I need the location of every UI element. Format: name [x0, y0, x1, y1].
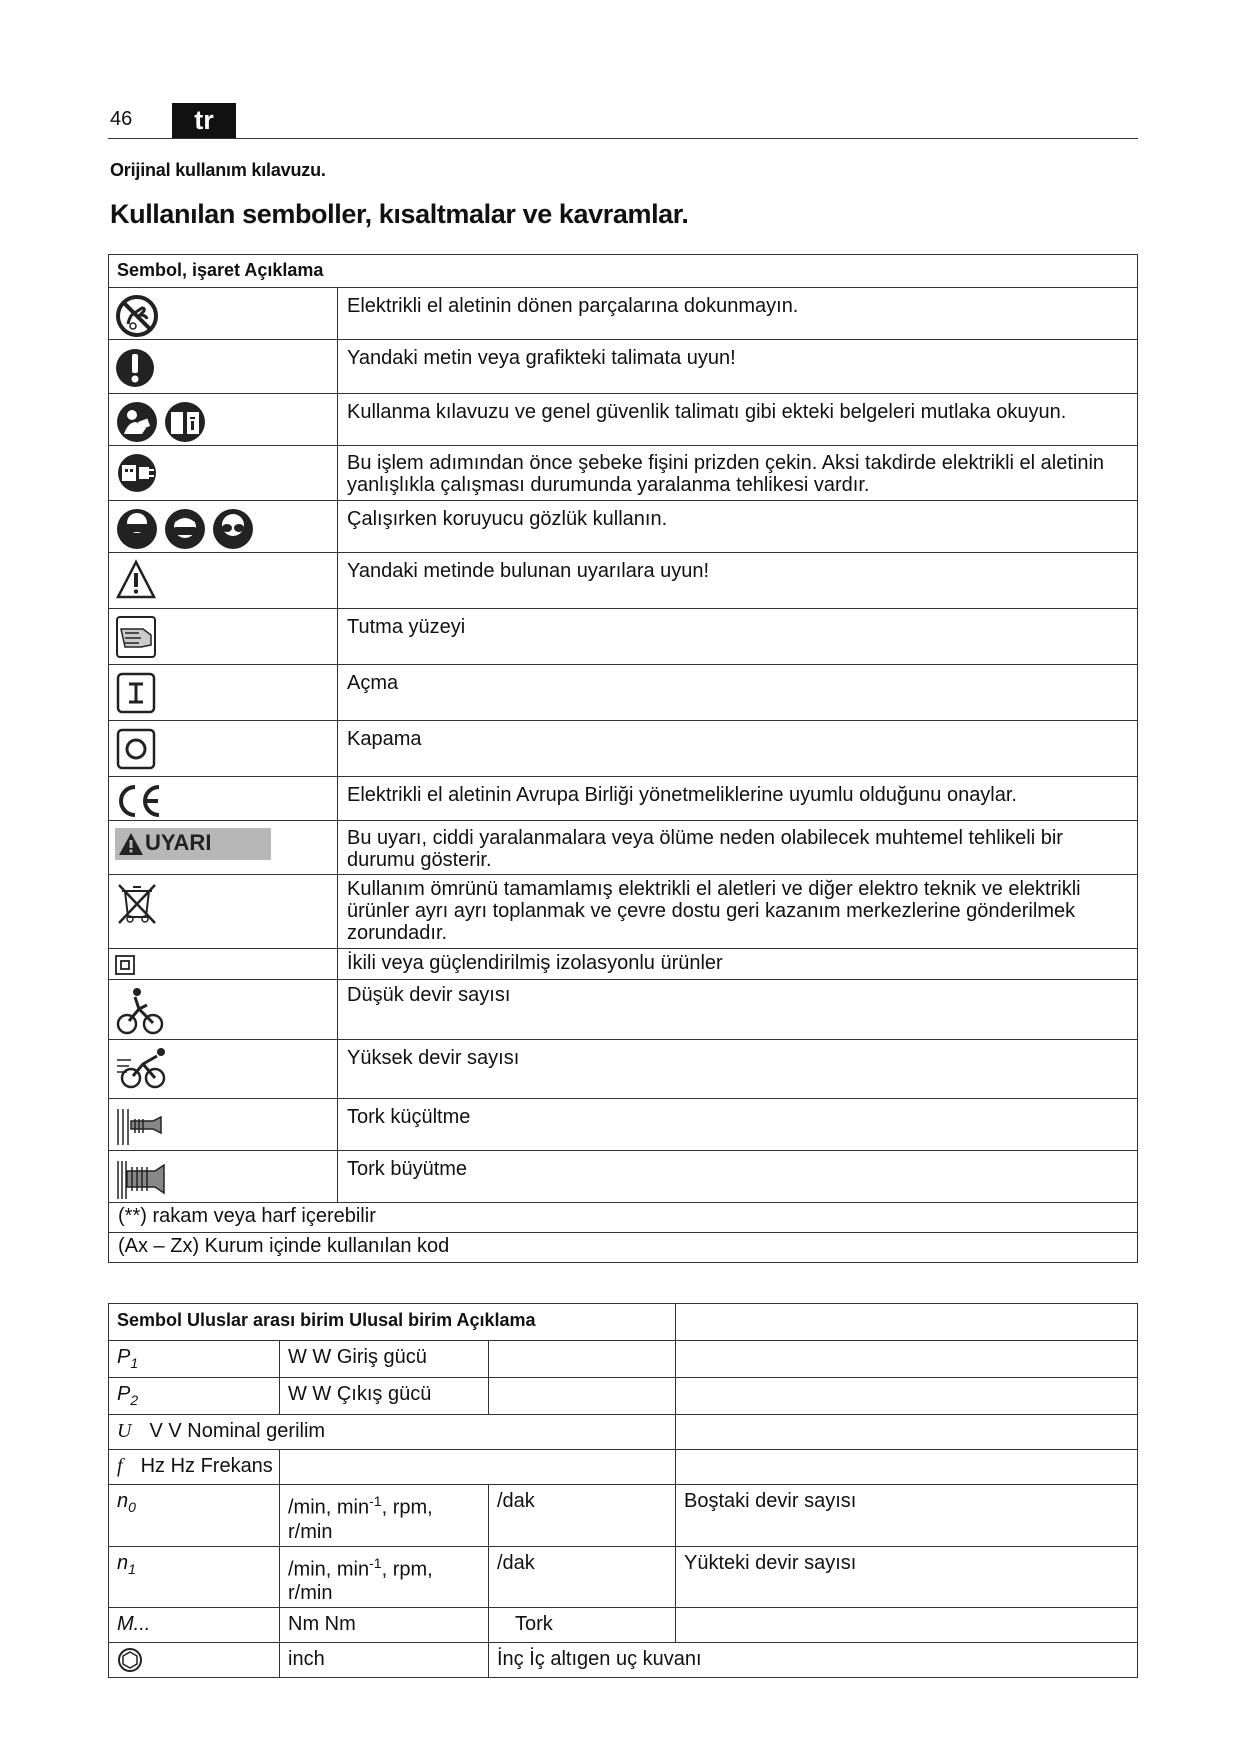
table-row — [109, 1378, 1138, 1415]
mandatory-instruction-icon — [115, 346, 155, 390]
table-row — [109, 1099, 1138, 1151]
high-speed-bike-icon — [115, 1046, 171, 1092]
symbols-table — [108, 254, 1138, 1263]
table-row — [109, 1450, 1138, 1485]
safety-goggles-icon — [115, 507, 255, 551]
table-row — [109, 1643, 1138, 1678]
table-row — [109, 501, 1138, 553]
row-description: Düşük devir sayısı — [338, 980, 1138, 1040]
symbol-cell: $n_0$ — [109, 1485, 280, 1547]
unit-cell: Hz Hz Frekans — [140, 1455, 273, 1477]
symbol-cell — [109, 1643, 280, 1678]
double-insulation-icon — [115, 955, 135, 975]
weee-bin-icon — [115, 881, 159, 927]
symbols-table-header-cell: Sembol, işaret Açıklama — [109, 255, 1138, 288]
symbol-cell: $n_1$ — [109, 1546, 280, 1608]
merged-cell — [109, 1450, 280, 1485]
table-row — [109, 609, 1138, 665]
hexagon-icon — [117, 1647, 143, 1673]
table-row — [109, 875, 1138, 949]
row-description: Elektrikli el aletinin dönen parçalarına dokunmayın. — [338, 288, 1138, 340]
table-row — [109, 665, 1138, 721]
table-row — [109, 340, 1138, 394]
uyari-label-icon — [115, 828, 271, 860]
unit-cell: Nm Nm — [280, 1608, 489, 1643]
power-on-icon — [115, 671, 157, 715]
unit-cell: /min, $\min^{-1}$, rpm, r/min — [280, 1485, 489, 1547]
table-row — [109, 553, 1138, 609]
row-description: Elektrikli el aletinin Avrupa Birliği yönetmeliklerine uyumlu olduğunu onaylar. — [338, 777, 1138, 821]
symbol-cell: M... — [109, 1608, 280, 1643]
table-row — [109, 949, 1138, 980]
table-row — [109, 1151, 1138, 1203]
table-row — [109, 1415, 1138, 1450]
table-row — [109, 1341, 1138, 1378]
table-row — [109, 777, 1138, 821]
unit-cell: V V Nominal gerilim — [149, 1420, 326, 1442]
torque-increase-icon — [115, 1157, 167, 1201]
subtitle: Orijinal kullanım kılavuzu. — [110, 160, 326, 180]
ce-mark-icon — [115, 783, 163, 819]
units-table-header — [109, 1304, 1138, 1341]
table-row — [109, 394, 1138, 446]
row-description: Kapama — [338, 721, 1138, 777]
table-row — [109, 1546, 1138, 1608]
row-description: Kullanma kılavuzu ve genel güvenlik talimatı gibi ekteki belgeleri mutlaka okuyun. — [338, 394, 1138, 446]
table-row — [109, 288, 1138, 340]
row-description: Yüksek devir sayısı — [338, 1040, 1138, 1099]
unit-cell: W W Giriş gücü — [280, 1341, 489, 1378]
page-title: Kullanılan semboller, kısaltmalar ve kavramlar. — [110, 199, 689, 229]
symbol-cell: U — [117, 1420, 132, 1442]
warning-triangle-icon — [115, 559, 157, 601]
table-row — [109, 980, 1138, 1040]
row-description: Tutma yüzeyi — [338, 609, 1138, 665]
symbols-table-header — [109, 255, 1138, 288]
footnote-row — [109, 1233, 1138, 1263]
footnote: (Ax – Zx) Kurum içinde kullanılan kod — [109, 1233, 1138, 1263]
footnote: (**) rakam veya harf içerebilir — [109, 1203, 1138, 1233]
unplug-icon — [115, 452, 159, 494]
symbol-cell: f — [117, 1455, 123, 1477]
merged-cell — [109, 1415, 676, 1450]
footnote-row — [109, 1203, 1138, 1233]
power-off-icon — [115, 727, 157, 771]
description-cell: Boştaki devir sayısı — [676, 1485, 1138, 1547]
row-description: Bu uyarı, ciddi yaralanmalara veya ölüme neden olabilecek muhtemel tehlikeli bir durumu gösterir. — [338, 821, 1138, 875]
units-table-header-cell: Sembol Uluslar arası birim Ulusal birim Açıklama — [109, 1304, 676, 1341]
national-unit-cell: /dak — [489, 1485, 676, 1547]
table-row — [109, 1608, 1138, 1643]
low-speed-bike-icon — [115, 986, 165, 1036]
no-touch-rotating-icon — [115, 294, 159, 338]
row-description: Bu işlem adımından önce şebeke fişini prizden çekin. Aksi takdirde elektrikli el aletinin yanlışlıkla çalışması durumunda yaralanma tehlikesi vardır. — [338, 446, 1138, 501]
row-description: Kullanım ömrünü tamamlamış elektrikli el aletleri ve diğer elektro teknik ve elektrikli ürünler ayrı ayrı toplanmak ve çevre dostu geri kazanım merkezlerine gönderilmek zorundadır. — [338, 875, 1138, 949]
row-description: Tork küçültme — [338, 1099, 1138, 1151]
row-description: Yandaki metinde bulunan uyarılara uyun! — [338, 553, 1138, 609]
unit-cell: /min, $\min^{-1}$, rpm, r/min — [280, 1546, 489, 1608]
unit-cell: W W Çıkış gücü — [280, 1378, 489, 1415]
table-row — [109, 721, 1138, 777]
symbol-cell: $P_1$ — [109, 1341, 280, 1378]
national-unit-cell: /dak — [489, 1546, 676, 1608]
row-description: Tork büyütme — [338, 1151, 1138, 1203]
language-badge: tr — [172, 103, 236, 138]
description-cell: İnç İç altıgen uç kuvanı — [489, 1643, 1138, 1678]
torque-decrease-icon — [115, 1105, 165, 1147]
uyari-label-text: UYARI — [145, 830, 212, 855]
row-description: İkili veya güçlendirilmiş izolasyonlu ürünler — [338, 949, 1138, 980]
description-cell: Yükteki devir sayısı — [676, 1546, 1138, 1608]
national-unit-cell: Tork — [489, 1608, 676, 1643]
unit-cell: inch — [280, 1643, 489, 1678]
table-row — [109, 1040, 1138, 1099]
grip-surface-icon — [115, 615, 157, 659]
row-description: Açma — [338, 665, 1138, 721]
page-number: 46 — [110, 108, 133, 130]
symbol-cell: $P_2$ — [109, 1378, 280, 1415]
table-row — [109, 446, 1138, 501]
row-description: Yandaki metin veya grafikteki talimata uyun! — [338, 340, 1138, 394]
table-row — [109, 821, 1138, 875]
read-manual-icon — [115, 400, 207, 444]
header-rule — [108, 138, 1138, 139]
table-row — [109, 1485, 1138, 1547]
units-table — [108, 1303, 1138, 1678]
row-description: Çalışırken koruyucu gözlük kullanın. — [338, 501, 1138, 553]
